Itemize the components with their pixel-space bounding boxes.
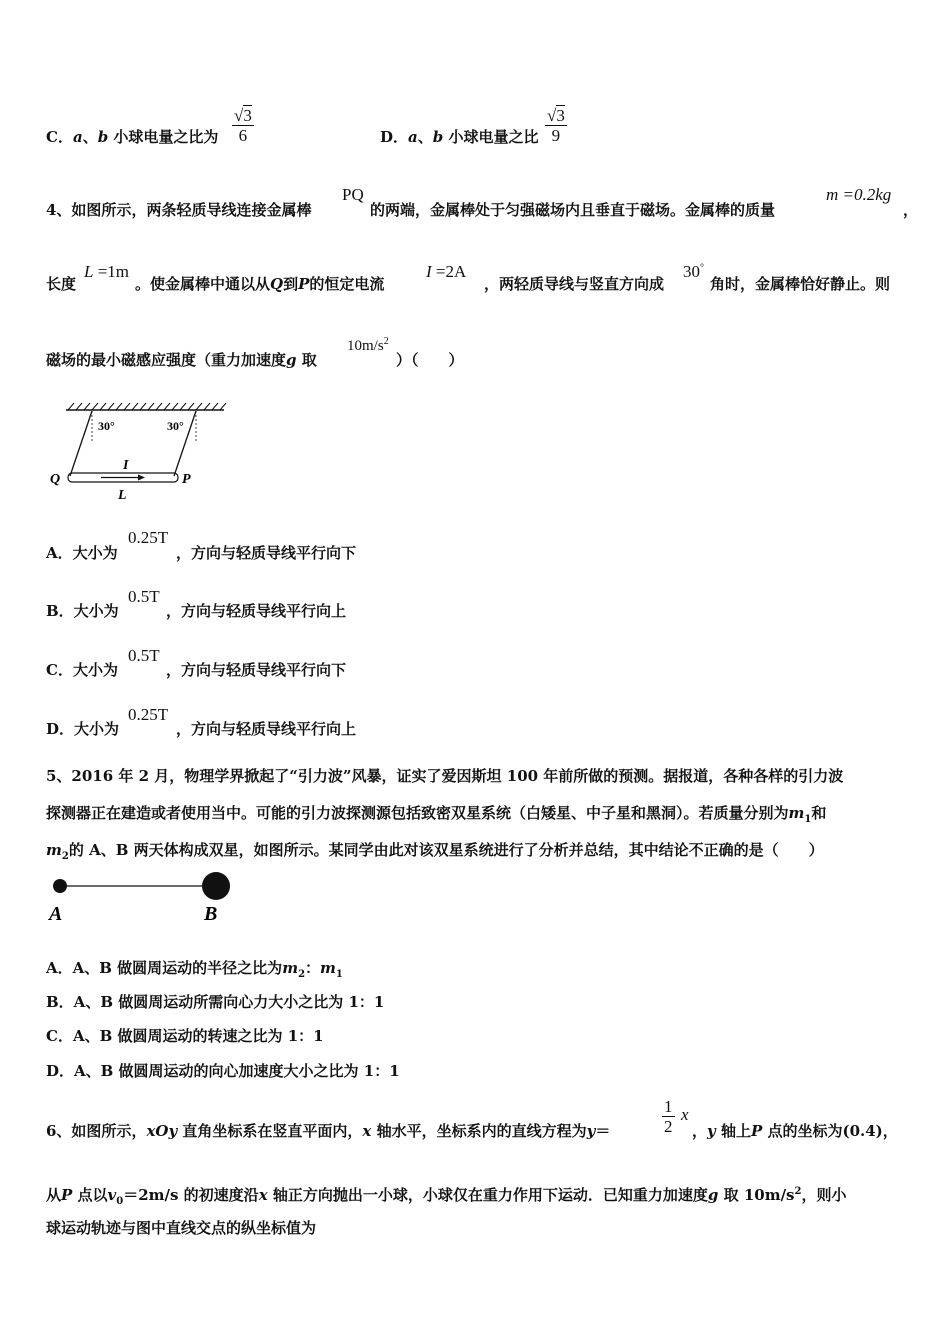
q4-option-d-text: ，方向与轻质导线平行向上 [176,720,357,738]
star-b [202,872,230,900]
q4-g-value: $10m/s^2$ [347,336,389,354]
q5-option-b: B．A、B 做圆周运动所需向心力大小之比为 1：1 [46,993,385,1011]
star-a-label: A [49,903,63,925]
angle-right-label: 30° [167,419,184,433]
q3-option-c-fraction: $\frac{√3}{6}$ [234,106,252,145]
q4-line1-end: ， [903,201,919,219]
q4-line2-text: 长度 [46,275,77,293]
q6-line3: 球运动轨迹与图中直线交点的纵坐标值为 [46,1219,317,1237]
length-label: L [118,488,127,503]
q5-option-c: C．A、B 做圆周运动的转速之比为 1：1 [46,1027,324,1045]
q4-option-b-text: ，方向与轻质导线平行向上 [166,602,347,620]
left-wire [70,411,92,476]
q4-mass: m =0.2kg [826,185,892,204]
q4-option-d-value: 0.25T [128,705,169,724]
q4-length: L =1m [84,262,130,281]
q3-option-d: D．a、b 小球电量之比 [380,128,539,146]
ceiling-hatch [68,403,226,410]
current-label: I [123,458,129,473]
current-arrowhead [138,475,145,481]
q4-figure [46,398,231,503]
q4-pq: PQ [342,185,364,204]
star-b-label: B [204,903,218,925]
q4-option-c: C．大小为 [46,661,118,679]
star-a [53,879,67,893]
q4-current: I =2A [426,262,467,281]
q4-option-d: D．大小为 [46,720,120,738]
q4-option-c-text: ，方向与轻质导线平行向下 [166,661,347,679]
q4-line2-text-b: 。使金属棒中通以从Q到P的恒定电流 [135,275,385,293]
q5-line3: $m_2$的 A、B 两天体构成双星，如图所示。某同学由此对该双星系统进行了分析并总结，其中结论不正确的是（ ） [46,841,824,862]
q4-line3-end: ）（ ） [396,351,464,369]
angle-left-label: 30° [98,419,115,433]
q4-line2-text-d: 角时，金属棒恰好静止。则 [710,275,891,293]
q4-option-a-value: 0.25T [128,528,169,547]
q3-option-d-fraction: $\frac{√3}{9}$ [547,106,565,145]
q6-fraction-x: x [681,1105,689,1124]
p-label: P [182,472,191,487]
q4-option-a: A．大小为 [46,544,118,562]
q4-option-b: B．大小为 [46,602,119,620]
q6-line1: 6、如图所示，xOy 直角坐标系在竖直平面内，x 轴水平，坐标系内的直线方程为y＝ [46,1122,611,1140]
q5-option-a: A．A、B 做圆周运动的半径之比为$m_2$：$m_1$ [46,959,343,980]
q4-option-c-value: 0.5T [128,646,160,665]
q4-line1-text: 4、如图所示，两条轻质导线连接金属棒 [46,201,312,219]
q5-line2: 探测器正在建造或者使用当中。可能的引力波探测源包括致密双星系统（白矮星、中子星和黑洞）。若质量分别为$m_1$和 [46,804,827,825]
q6-line1-end: ，y 轴上P 点的坐标为(0.4)， [692,1122,898,1140]
q4-angle: 30° [683,262,704,281]
q5-figure [46,868,246,928]
q4-option-a-text: ，方向与轻质导线平行向下 [176,544,357,562]
q5-option-d: D．A、B 做圆周运动的向心加速度大小之比为 1：1 [46,1062,400,1080]
q-label: Q [50,472,61,487]
q6-fraction: $\frac{1}{2}$ [664,1097,673,1136]
q6-line2: 从P 点以$v_0=2m/s$ 的初速度沿x 轴正方向抛出一小球，小球仅在重力作用下运动．已知重力加速度g 取 $10m/s^2$，则小 [46,1186,847,1207]
q4-line1-text-b: 的两端，金属棒处于匀强磁场内且垂直于磁场。金属棒的质量 [370,201,776,219]
q3-option-c: C．a、b 小球电量之比为 [46,128,219,146]
q4-option-b-value: 0.5T [128,587,160,606]
q4-line2-text-c: ，两轻质导线与竖直方向成 [484,275,665,293]
q4-line3-text: 磁场的最小磁感应强度（重力加速度g 取 [46,351,317,369]
q5-line1: 5、2016 年 2 月，物理学界掀起了“引力波”风暴，证实了爱因斯坦 100 年前所做的预测。据报道，各种各样的引力波 [46,767,844,785]
